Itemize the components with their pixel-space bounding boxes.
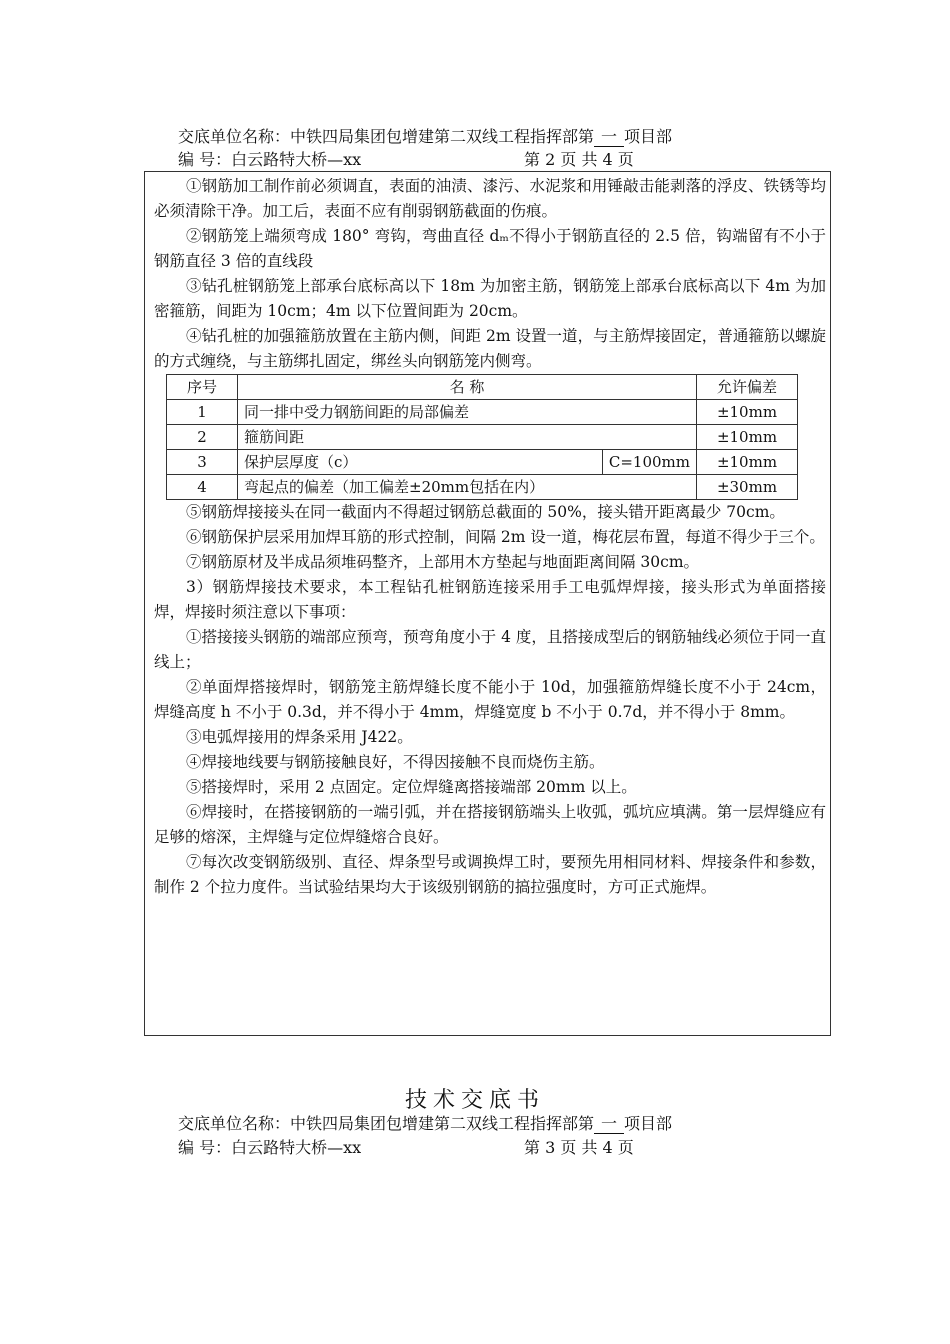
cell-name: 保护层厚度（c）	[238, 450, 603, 475]
paragraph: ④钻孔桩的加强箍筋放置在主筋内侧，间距 2m 设置一道，与主筋焊接固定，普通箍筋以螺旋的方式缠绕，与主筋绑扎固定，绑丝头向钢筋笼内侧弯。	[154, 327, 826, 370]
page-indicator: 第 3 页 共 4 页	[524, 1138, 634, 1157]
unit-name-label: 交底单位名称：中铁四局集团包增建第二双线工程指挥部第	[178, 1114, 595, 1133]
cell-tolerance: ±10mm	[697, 450, 798, 475]
cell-name: 弯起点的偏差（加工偏差±20mm包括在内）	[238, 475, 697, 500]
cell-extra: C=100mm	[602, 450, 696, 475]
page-indicator: 第 2 页 共 4 页	[524, 150, 634, 169]
table-row	[167, 425, 798, 450]
cell-name: 同一排中受力钢筋间距的局部偏差	[238, 400, 697, 425]
tolerance-table	[166, 374, 798, 500]
paragraph: ④焊接地线要与钢筋接触良好，不得因接触不良而烧伤主筋。	[186, 753, 605, 771]
paragraph: ⑤搭接焊时，采用 2 点固定。定位焊缝离搭接端部 20mm 以上。	[186, 778, 637, 796]
column-header-name: 名 称	[238, 375, 697, 400]
unit-suffix: 项目部	[624, 1114, 673, 1133]
paragraph: ⑦钢筋原材及半成品须堆码整齐，上部用木方垫起与地面距离间隔 30cm。	[186, 553, 700, 571]
cell-no: 1	[167, 400, 238, 425]
cell-tolerance: ±10mm	[697, 400, 798, 425]
paragraph: ①搭接接头钢筋的端部应预弯，预弯角度小于 4 度，且搭接成型后的钢筋轴线必须位于同一直线上；	[154, 628, 826, 671]
cell-no: 3	[167, 450, 238, 475]
document-title: 技术交底书	[404, 1088, 545, 1113]
unit-name-label: 交底单位名称：中铁四局集团包增建第二双线工程指挥部第	[178, 127, 595, 146]
paragraph: ⑦每次改变钢筋级别、直径、焊条型号或调换焊工时，要预先用相同材料、焊接条件和参数，制作 2 个拉力度件。当试验结果均大于该级别钢筋的搞拉强度时，方可正式施焊。	[154, 853, 826, 896]
table-header-row	[167, 375, 798, 400]
unit-name-line	[178, 1113, 672, 1135]
unit-name-line	[178, 126, 672, 148]
disclosure-content	[154, 174, 826, 900]
table-row	[167, 400, 798, 425]
unit-number: 一	[594, 128, 624, 147]
paragraph: 3）钢筋焊接技术要求，本工程钻孔桩钢筋连接采用手工电弧焊焊接，接头形式为单面搭接焊，焊接时须注意以下事项：	[154, 578, 826, 621]
table-row	[167, 450, 798, 475]
paragraph: ⑤钢筋焊接接头在同一截面内不得超过钢筋总截面的 50%，接头错开距离最少 70cm。	[186, 503, 785, 521]
cell-no: 4	[167, 475, 238, 500]
unit-number: 一	[594, 1115, 624, 1134]
paragraph: ⑥焊接时，在搭接钢筋的一端引弧，并在搭接钢筋端头上收弧，弧坑应填满。第一层焊缝应有足够的熔深，主焊缝与定位焊缝熔合良好。	[154, 803, 826, 846]
paragraph: ③电弧焊接用的焊条采用 J422。	[186, 728, 413, 746]
cell-name: 箍筋间距	[238, 425, 697, 450]
paragraph: ③钻孔桩钢筋笼上部承台底标高以下 18m 为加密主筋，钢筋笼上部承台底标高以下 4m 为加密箍筋，间距为 10cm；4m 以下位置间距为 20cm。	[154, 277, 826, 320]
column-header-no: 序号	[167, 375, 238, 400]
table-row	[167, 475, 798, 500]
paragraph: ②钢筋笼上端须弯成 180° 弯钩，弯曲直径 dₘ不得小于钢筋直径的 2.5 倍，钩端留有不小于钢筋直径 3 倍的直线段	[154, 227, 826, 270]
paragraph: ⑥钢筋保护层采用加焊耳筋的形式控制，间隔 2m 设一道，梅花层布置，每道不得少于三个。	[186, 528, 825, 546]
cell-tolerance: ±10mm	[697, 425, 798, 450]
paragraph: ①钢筋加工制作前必须调直，表面的油渍、漆污、水泥浆和用锤敲击能剥落的浮皮、铁锈等均必须清除干净。加工后，表面不应有削弱钢筋截面的伤痕。	[154, 177, 826, 220]
document-code: 编 号：白云路特大桥—xx	[178, 150, 362, 169]
cell-no: 2	[167, 425, 238, 450]
document-code: 编 号：白云路特大桥—xx	[178, 1138, 362, 1157]
cell-tolerance: ±30mm	[697, 475, 798, 500]
paragraph: ②单面焊搭接焊时，钢筋笼主筋焊缝长度不能小于 10d，加强箍筋焊缝长度不小于 24cm，焊缝高度 h 不小于 0.3d，并不得小于 4mm，焊缝宽度 b 不小于 0.7d，并不得小于 8mm。	[154, 678, 826, 721]
unit-suffix: 项目部	[624, 127, 673, 146]
column-header-tolerance: 允许偏差	[697, 375, 798, 400]
